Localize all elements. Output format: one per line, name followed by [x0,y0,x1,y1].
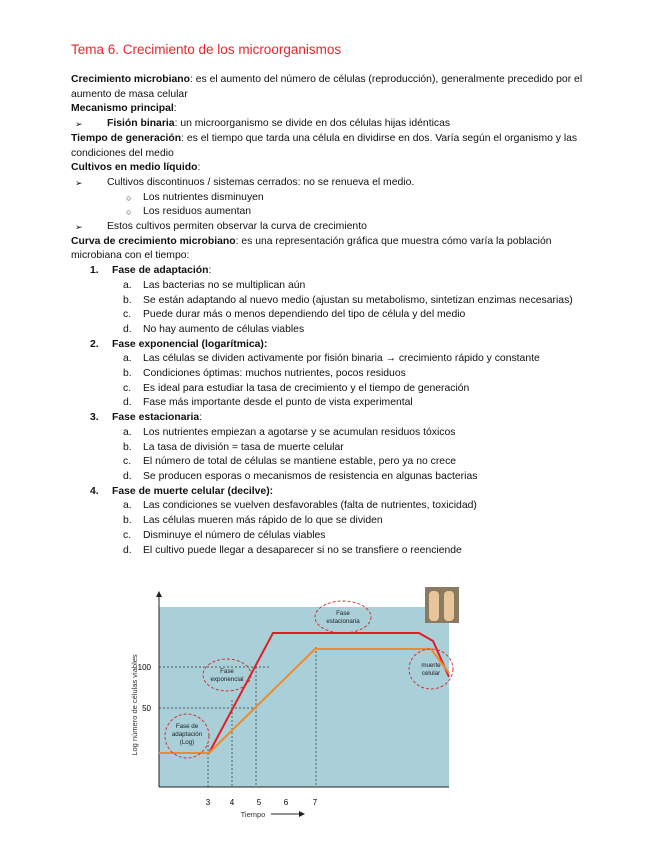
phase-suffix: : [199,412,203,424]
item-text: Fase más importante desde el punto de vista experimental [143,397,413,409]
phase-number: 3. [90,412,99,424]
item-text: Los nutrientes empiezan a agotarse y se acumulan residuos tóxicos [143,426,456,438]
item-letter: d. [123,397,132,409]
item-letter: b. [123,441,132,453]
y-tick-100: 100 [137,663,151,672]
phase-item [71,352,601,367]
phase-title: Fase estacionaria [112,412,200,424]
phase-item [71,308,601,323]
item-text: Puede durar más o menos dependiendo del tipo de célula y del medio [143,309,466,321]
phase-item [71,544,601,559]
term-mecanismo: Mecanismo principal [71,103,174,115]
tube-left [429,591,439,621]
paragraph-tiempo [71,132,601,161]
sublist-item [71,191,601,206]
phase-item [71,294,601,309]
item-text: Los residuos aumentan [143,206,252,218]
x-tick-7: 7 [312,798,318,807]
item-text: Se están adaptando al nuevo medio (ajustan su metabolismo, sintetizan enzimas necesarias) [143,294,573,306]
phase-suffix: : [208,265,212,277]
phase-heading [71,338,601,353]
item-letter: b. [123,515,132,527]
phase-item [71,367,601,382]
y-axis-arrow-icon [156,591,162,597]
phase-item [71,499,601,514]
phase-item [71,455,601,470]
phase-item [71,426,601,441]
item-letter: a. [123,353,132,365]
phase-item [71,470,601,485]
annotation-exp-line2: exponencial [210,676,244,683]
phase-list [71,264,601,558]
item-text: Estos cultivos permiten observar la curva de crecimiento [107,221,367,233]
circle-bullet-icon: ○ [126,192,132,203]
x-tick-4: 4 [229,798,235,807]
definition-curva: : es una representación gráfica que muestra cómo varía la población microbiana con el tiempo: [71,235,552,262]
phase-item [71,441,601,456]
phase-item [71,279,601,294]
item-letter: b. [123,294,132,306]
item-text: Las condiciones se vuelven desfavorables (falta de nutrientes, toxicidad) [143,500,477,512]
definition-crecimiento: : es el aumento del número de células (reproducción), generalmente precedido por el aumento de masa celular [71,74,583,100]
item-text: Los nutrientes disminuyen [143,191,264,203]
tube-right [444,591,454,621]
paragraph-mecanismo [71,102,601,117]
phase-heading [71,411,601,426]
item-letter: b. [123,368,132,380]
circle-bullet-icon: ○ [126,207,132,218]
list-item-curva [71,220,601,235]
annotation-lag-line3: (Log) [179,739,195,746]
phase-item [71,382,601,397]
x-tick-5: 5 [256,798,262,807]
item-letter: d. [123,544,132,556]
annotation-death-line2: celular [421,670,441,677]
annotation-lag-line2: adaptación [171,731,203,738]
phase-item [71,529,601,544]
annotation-stat-line2: estacionaria [326,618,360,625]
x-axis-label: Tiempo [240,810,266,819]
annotation-lag-line1: Fase de [175,723,199,730]
time-arrow-icon [299,811,305,817]
sublist-item [71,205,601,220]
phase-item [71,396,601,411]
phase-heading [71,485,601,500]
list-item-fision [71,117,601,132]
item-letter: c. [123,529,132,541]
item-text: Cultivos discontinuos / sistemas cerrados: no se renueva el medio. [107,176,415,188]
arrow-bullet-icon: ➢ [75,177,83,188]
phase-heading [71,264,601,279]
phase-item [71,323,601,338]
item-text: Las células se dividen activamente por fisión binaria → crecimiento rápido y constante [143,353,540,365]
item-letter: a. [123,426,132,438]
item-letter: c. [123,309,132,321]
list-item-cultivos [71,176,601,191]
arrow-bullet-icon: ➢ [75,222,83,233]
definition-fision: : un microorganismo se divide en dos células hijas idénticas [174,118,451,130]
item-text: El cultivo puede llegar a desaparecer si no se transfiere o reenciende [143,544,462,556]
paragraph-curva [71,235,601,264]
annotation-exp-line1: Fase [220,668,234,675]
colon: : [173,103,177,115]
item-letter: d. [123,470,132,482]
item-text: Disminuye el número de células viables [143,529,326,541]
term-cultivos: Cultivos en medio líquido [71,162,198,174]
y-axis-label: Log número de células viables [130,654,139,756]
item-letter: c. [123,382,132,394]
annotation-stat-line1: Fase [336,610,350,617]
annotation-death-line1: muerte [421,662,441,669]
item-text: La tasa de división = tasa de muerte celular [143,441,344,453]
item-text: El número de total de células se mantiene estable, pero ya no crece [143,456,457,468]
term-tiempo: Tiempo de generación [71,132,182,144]
item-text: Se producen esporas o mecanismos de resistencia en algunas bacterias [143,470,478,482]
item-letter: d. [123,323,132,335]
phase-number: 2. [90,338,99,350]
phase-number: 4. [90,485,99,497]
term-fision: Fisión binaria [107,118,175,130]
item-text: Las células mueren más rápido de lo que se dividen [143,515,383,527]
paragraph-crecimiento [71,73,601,102]
item-letter: c. [123,456,132,468]
x-tick-3: 3 [205,798,211,807]
phase-item [71,514,601,529]
item-content [90,117,450,132]
item-text: Condiciones óptimas: muchos nutrientes, pocos residuos [143,368,406,380]
y-tick-50: 50 [142,704,151,713]
phase-title: Fase exponencial (logarítmica): [112,338,268,350]
page-title: Tema 6. Crecimiento de los microorganismos [71,42,342,57]
definition-tiempo: : es el tiempo que tarda una célula en dividirse en dos. Varía según el organismo y las condiciones del medio [71,132,578,159]
phase-title: Fase de muerte celular (decilve): [112,485,274,497]
x-tick-6: 6 [283,798,289,807]
item-text: Es ideal para estudiar la tasa de crecimiento y el tiempo de generación [143,382,470,394]
item-letter: a. [123,279,132,291]
growth-curve-figure [131,585,461,830]
term-crecimiento: Crecimiento microbiano [71,74,190,85]
phase-title: Fase de adaptación [112,265,209,277]
item-letter: a. [123,500,132,512]
colon: : [197,162,201,174]
term-curva: Curva de crecimiento microbiano [71,235,236,247]
document-body [71,73,601,558]
arrow-bullet-icon: ➢ [75,119,83,130]
phase-number: 1. [90,265,99,277]
paragraph-cultivos [71,161,601,176]
item-text: Las bacterias no se multiplican aún [143,279,306,291]
item-text: No hay aumento de células viables [143,323,305,335]
